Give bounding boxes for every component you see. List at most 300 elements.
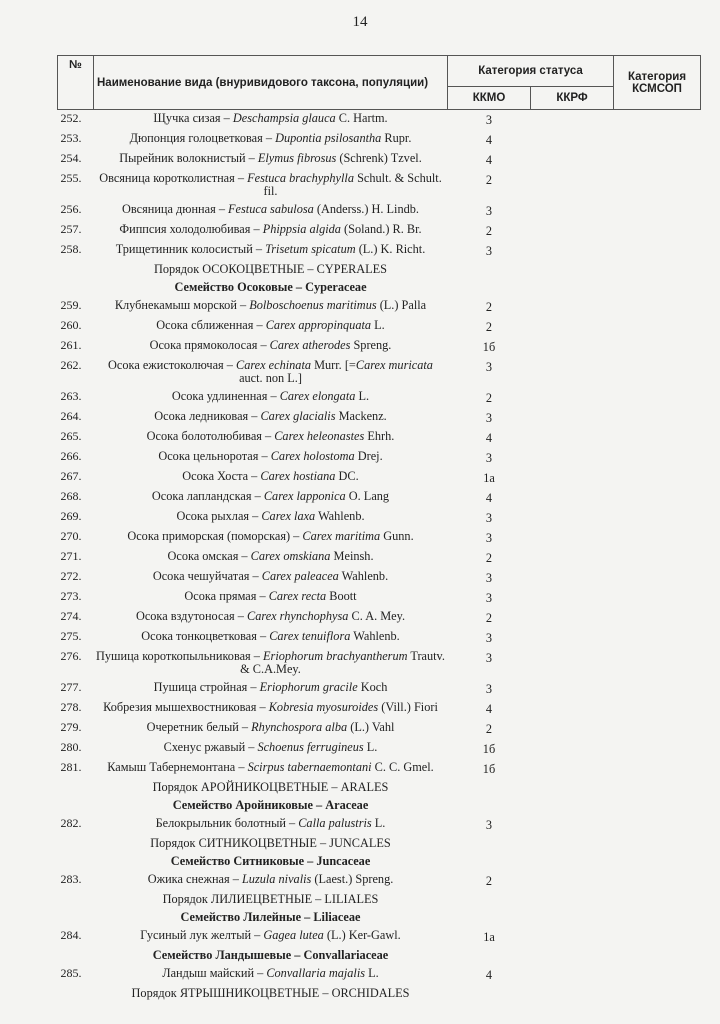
author: Wahlenb. xyxy=(353,629,400,643)
kkmo-value: 2 xyxy=(485,722,493,736)
row-number: 265. xyxy=(60,429,82,443)
russian-name: Осока вздутоносая xyxy=(135,609,235,623)
latin-name: Deschampsia glauca xyxy=(232,111,336,125)
latin-name: Carex tenuiflora xyxy=(269,629,351,643)
kkmo-value: 2 xyxy=(485,874,493,888)
kkmo-value: 3 xyxy=(485,571,493,585)
species-name: Фиппсия холодолюбивая – Phippsia algida (Soland.) R. Br. xyxy=(119,222,422,236)
author: Spreng. xyxy=(353,338,392,352)
kkmo-value: 4 xyxy=(485,491,493,505)
ksmsop-value xyxy=(614,408,701,428)
species-name: Осока тонкоцветковая – Carex tenuiflora Wahlenb. xyxy=(141,629,400,643)
russian-name: Белокрыльник болотный xyxy=(155,816,286,830)
latin-name: Festuca sabulosa xyxy=(228,202,314,216)
ksmsop-value xyxy=(614,739,701,759)
family-name: Семейство Лилейные – Liliaceae xyxy=(180,910,361,924)
kkmo-value: 3 xyxy=(485,511,493,525)
row-number: 285. xyxy=(60,966,82,980)
table-row xyxy=(58,221,701,241)
empty-cell xyxy=(531,909,614,927)
kkrf-value xyxy=(531,568,614,588)
kkmo-value: 3 xyxy=(485,818,493,832)
table-row xyxy=(58,568,701,588)
species-name: Осока сближенная – Carex appropinquata L. xyxy=(156,318,385,332)
species-name: Схенус ржавый – Schoenus ferrugineus L. xyxy=(163,740,378,754)
table-row xyxy=(58,927,701,947)
author: Murr. [= xyxy=(314,358,356,372)
latin-name: Rhynchospora alba xyxy=(251,720,348,734)
empty-cell xyxy=(58,261,94,279)
russian-name: Осока ледниковая xyxy=(154,409,249,423)
kkrf-value xyxy=(531,699,614,719)
kkmo-value: 1а xyxy=(483,471,495,485)
ksmsop-value xyxy=(614,337,701,357)
species-name: Ожика снежная – Luzula nivalis (Laest.) Spreng. xyxy=(147,872,394,886)
kkrf-value xyxy=(531,488,614,508)
species-name: Клубнекамыш морской – Bolboschoenus maritimus (L.) Palla xyxy=(114,298,427,312)
ksmsop-value xyxy=(614,201,701,221)
author: Ehrh. xyxy=(367,429,395,443)
ksmsop-value xyxy=(614,357,701,388)
empty-cell xyxy=(614,853,701,871)
empty-cell xyxy=(58,797,94,815)
latin-name: Kobresia myosuroides xyxy=(268,700,379,714)
author: (L.) Palla xyxy=(379,298,427,312)
table-row xyxy=(58,201,701,221)
author: Drej. xyxy=(357,449,383,463)
russian-name: Осока Хоста xyxy=(182,469,249,483)
ksmsop-value xyxy=(614,965,701,985)
ksmsop-value xyxy=(614,528,701,548)
kkmo-value: 1а xyxy=(483,930,495,944)
table-row xyxy=(58,871,701,891)
author: (L.) Vahl xyxy=(350,720,395,734)
row-number: 269. xyxy=(60,509,82,523)
header-status-category: Категория статуса xyxy=(448,56,614,87)
empty-cell xyxy=(448,985,531,1003)
row-number: 255. xyxy=(60,171,82,185)
latin-name: Carex maritima xyxy=(302,529,381,543)
russian-name: Осока сближенная xyxy=(156,318,254,332)
kkmo-value: 3 xyxy=(485,682,493,696)
author: L. xyxy=(374,318,385,332)
row-number: 270. xyxy=(60,529,82,543)
species-name: Щучка сизая – Deschampsia glauca C. Hartm. xyxy=(153,111,388,125)
row-number: 262. xyxy=(60,358,82,372)
row-number: 276. xyxy=(60,649,82,663)
row-number: 261. xyxy=(60,338,82,352)
empty-cell xyxy=(531,261,614,279)
empty-cell xyxy=(614,909,701,927)
species-name: Овсяница коротколистная – Festuca brachyphylla Schult. & Schult. fil. xyxy=(99,171,442,198)
latin-name: Schoenus ferrugineus xyxy=(257,740,364,754)
family-name: Семейство Аройниковые – Araceae xyxy=(172,798,369,812)
kkmo-value: 2 xyxy=(485,300,493,314)
kkmo-value: 2 xyxy=(485,320,493,334)
empty-cell xyxy=(448,779,531,797)
family-name: Семейство Ситниковые – Juncaceae xyxy=(170,854,371,868)
kkrf-value xyxy=(531,317,614,337)
table-row xyxy=(58,241,701,261)
table-row xyxy=(58,699,701,719)
order-name: Порядок ОСОКОЦВЕТНЫЕ – CYPERALES xyxy=(153,262,388,276)
ksmsop-value xyxy=(614,927,701,947)
row-number: 268. xyxy=(60,489,82,503)
author: L. xyxy=(368,966,379,980)
empty-cell xyxy=(614,985,701,1003)
author: (L.) K. Richt. xyxy=(358,242,426,256)
kkrf-value xyxy=(531,150,614,170)
russian-name: Кобрезия мышехвостниковая xyxy=(103,700,257,714)
page-number: 14 xyxy=(352,14,368,30)
kkmo-value: 3 xyxy=(485,651,493,665)
author: DC. xyxy=(338,469,359,483)
author: (Schrenk) Tzvel. xyxy=(339,151,422,165)
table-row xyxy=(58,297,701,317)
species-name: Пырейник волокнистый – Elymus fibrosus (Schrenk) Tzvel. xyxy=(119,151,422,165)
empty-cell xyxy=(614,779,701,797)
russian-name: Ландыш майский xyxy=(162,966,255,980)
species-name: Осока лапландская – Carex lapponica O. Lang xyxy=(151,489,390,503)
order-row xyxy=(58,891,701,909)
row-number: 280. xyxy=(60,740,82,754)
russian-name: Осока прямоколосая xyxy=(149,338,258,352)
row-number: 283. xyxy=(60,872,82,886)
russian-name: Овсяница коротколистная xyxy=(99,171,235,185)
ksmsop-value xyxy=(614,759,701,779)
table-row xyxy=(58,739,701,759)
table-row xyxy=(58,719,701,739)
empty-cell xyxy=(531,891,614,909)
empty-cell xyxy=(614,891,701,909)
author: Koch xyxy=(360,680,388,694)
latin-name: Gagea lutea xyxy=(263,928,324,942)
empty-cell xyxy=(614,947,701,965)
order-name: Порядок СИТНИКОЦВЕТНЫЕ – JUNCALES xyxy=(150,836,391,850)
kkmo-value: 3 xyxy=(485,411,493,425)
order-row xyxy=(58,835,701,853)
russian-name: Гусиный лук желтый xyxy=(140,928,252,942)
table-row xyxy=(58,488,701,508)
species-name: Осока ледниковая – Carex glacialis Mackenz. xyxy=(154,409,387,423)
table-row xyxy=(58,428,701,448)
row-number: 274. xyxy=(60,609,82,623)
table-row xyxy=(58,408,701,428)
empty-cell xyxy=(58,779,94,797)
family-row xyxy=(58,947,701,965)
latin-name: Carex holostoma xyxy=(270,449,355,463)
empty-cell xyxy=(531,853,614,871)
header-name: Наименование вида (внуривидового таксона, популяции) xyxy=(94,56,448,110)
family-name: Семейство Осоковые – Cyperaceae xyxy=(174,280,367,294)
species-name: Осока приморская (поморская) – Carex maritima Gunn. xyxy=(127,529,414,543)
latin-name: Carex glacialis xyxy=(260,409,336,423)
russian-name: Осока удлиненная xyxy=(171,389,268,403)
latin-name: Dupontia psilosantha xyxy=(275,131,382,145)
kkmo-value: 2 xyxy=(485,224,493,238)
table-row xyxy=(58,548,701,568)
species-name: Осока прямоколосая – Carex atherodes Spreng. xyxy=(149,338,392,352)
empty-cell xyxy=(448,909,531,927)
kkmo-value: 4 xyxy=(485,153,493,167)
empty-cell xyxy=(448,891,531,909)
latin-name: Convallaria majalis xyxy=(266,966,366,980)
latin-name: Phippsia algida xyxy=(262,222,341,236)
latin-synonym: Carex muricata xyxy=(355,358,433,372)
empty-cell xyxy=(614,797,701,815)
latin-name: Eriophorum brachyantherum xyxy=(263,649,408,663)
kkrf-value xyxy=(531,739,614,759)
row-number: 258. xyxy=(60,242,82,256)
russian-name: Ожика снежная xyxy=(147,872,230,886)
latin-name: Carex atherodes xyxy=(269,338,351,352)
author: L. xyxy=(366,740,378,754)
kkrf-value xyxy=(531,719,614,739)
author: (Anderss.) H. Lindb. xyxy=(316,202,419,216)
empty-cell xyxy=(614,261,701,279)
ksmsop-value xyxy=(614,428,701,448)
order-name: Порядок ЛИЛИЕЦВЕТНЫЕ – LILIALES xyxy=(162,892,379,906)
row-number: 252. xyxy=(60,111,82,125)
russian-name: Осока рыхлая xyxy=(176,509,250,523)
ksmsop-value xyxy=(614,699,701,719)
empty-cell xyxy=(531,779,614,797)
family-name: Семейство Ландышевые – Convallariaceae xyxy=(152,948,389,962)
species-name: Осока омская – Carex omskiana Meinsh. xyxy=(167,549,374,563)
kkrf-value xyxy=(531,110,614,131)
empty-cell xyxy=(448,835,531,853)
kkmo-value: 3 xyxy=(485,113,493,127)
table-row xyxy=(58,508,701,528)
author: C. Hartm. xyxy=(338,111,388,125)
order-row xyxy=(58,985,701,1003)
table-row xyxy=(58,628,701,648)
russian-name: Осока ежистоколючая xyxy=(108,358,224,372)
russian-name: Камыш Табернемонтана xyxy=(107,760,236,774)
empty-cell xyxy=(448,947,531,965)
kkrf-value xyxy=(531,448,614,468)
species-name: Осока вздутоносая – Carex rhynchophysa C. A. Mey. xyxy=(135,609,406,623)
author: L. xyxy=(374,816,386,830)
row-number: 281. xyxy=(60,760,82,774)
family-row xyxy=(58,797,701,815)
kkrf-value xyxy=(531,170,614,201)
synonym-author: auct. non L.] xyxy=(239,371,302,385)
order-row xyxy=(58,779,701,797)
ksmsop-value xyxy=(614,388,701,408)
kkmo-value: 3 xyxy=(485,591,493,605)
empty-cell xyxy=(614,835,701,853)
kkrf-value xyxy=(531,221,614,241)
row-number: 273. xyxy=(60,589,82,603)
row-number: 263. xyxy=(60,389,82,403)
row-number: 267. xyxy=(60,469,82,483)
kkmo-value: 4 xyxy=(485,431,493,445)
row-number: 253. xyxy=(60,131,82,145)
kkrf-value xyxy=(531,528,614,548)
russian-name: Осока чешуйчатая xyxy=(152,569,250,583)
author: C. A. Mey. xyxy=(351,609,406,623)
species-name: Осока прямая – Carex recta Boott xyxy=(184,589,357,603)
ksmsop-value xyxy=(614,297,701,317)
row-number: 256. xyxy=(60,202,82,216)
kkrf-value xyxy=(531,608,614,628)
kkrf-value xyxy=(531,628,614,648)
kkrf-value xyxy=(531,648,614,679)
latin-name: Calla palustris xyxy=(298,816,372,830)
latin-name: Carex echinata xyxy=(236,358,312,372)
author: Rupr. xyxy=(384,131,412,145)
species-name: Пушица стройная – Eriophorum gracile Koch xyxy=(153,680,388,694)
row-number: 264. xyxy=(60,409,82,423)
latin-name: Carex rhynchophysa xyxy=(247,609,349,623)
kkrf-value xyxy=(531,241,614,261)
row-number: 271. xyxy=(60,549,82,563)
row-number: 257. xyxy=(60,222,82,236)
kkmo-value: 2 xyxy=(485,551,493,565)
author: L. xyxy=(358,389,370,403)
author: (Laest.) Spreng. xyxy=(314,872,394,886)
latin-name: Bolboschoenus maritimus xyxy=(249,298,377,312)
latin-name: Elymus fibrosus xyxy=(257,151,337,165)
empty-cell xyxy=(531,797,614,815)
latin-name: Carex hostiana xyxy=(260,469,336,483)
ksmsop-value xyxy=(614,548,701,568)
kkmo-value: 2 xyxy=(485,391,493,405)
family-row xyxy=(58,853,701,871)
empty-cell xyxy=(58,853,94,871)
ksmsop-value xyxy=(614,317,701,337)
species-name: Осока рыхлая – Carex laxa Wahlenb. xyxy=(176,509,365,523)
ksmsop-value xyxy=(614,815,701,835)
empty-cell xyxy=(58,947,94,965)
latin-name: Carex omskiana xyxy=(250,549,331,563)
row-number: 260. xyxy=(60,318,82,332)
ksmsop-value xyxy=(614,871,701,891)
russian-name: Осока цельноротая xyxy=(158,449,259,463)
ksmsop-value xyxy=(614,170,701,201)
species-name: Камыш Табернемонтана – Scirpus tabernaemontani C. C. Gmel. xyxy=(107,760,434,774)
kkrf-value xyxy=(531,679,614,699)
ksmsop-value xyxy=(614,608,701,628)
header-kkrf: ККРФ xyxy=(531,87,614,110)
kkrf-value xyxy=(531,428,614,448)
author: Wahlenb. xyxy=(341,569,389,583)
species-name: Осока цельноротая – Carex holostoma Drej. xyxy=(158,449,383,463)
empty-cell xyxy=(448,261,531,279)
latin-name: Carex laxa xyxy=(261,509,316,523)
kkmo-value: 4 xyxy=(485,968,493,982)
species-name: Осока чешуйчатая – Carex paleacea Wahlenb. xyxy=(152,569,389,583)
table-row xyxy=(58,150,701,170)
table-row xyxy=(58,759,701,779)
table-row xyxy=(58,317,701,337)
row-number: 266. xyxy=(60,449,82,463)
kkmo-value: 3 xyxy=(485,631,493,645)
kkrf-value xyxy=(531,588,614,608)
kkmo-value: 3 xyxy=(485,451,493,465)
russian-name: Пырейник волокнистый xyxy=(119,151,246,165)
row-number: 277. xyxy=(60,680,82,694)
kkrf-value xyxy=(531,468,614,488)
latin-name: Carex recta xyxy=(268,589,327,603)
ksmsop-value xyxy=(614,648,701,679)
ksmsop-value xyxy=(614,588,701,608)
latin-name: Eriophorum gracile xyxy=(259,680,358,694)
ksmsop-value xyxy=(614,679,701,699)
kkmo-value: 4 xyxy=(485,133,493,147)
latin-name: Carex heleonastes xyxy=(274,429,365,443)
russian-name: Фиппсия холодолюбивая xyxy=(119,222,251,236)
kkrf-value xyxy=(531,357,614,388)
russian-name: Осока болотолюбивая xyxy=(146,429,262,443)
row-number: 279. xyxy=(60,720,82,734)
kkrf-value xyxy=(531,548,614,568)
author: Wahlenb. xyxy=(318,509,365,523)
kkrf-value xyxy=(531,871,614,891)
kkmo-value: 3 xyxy=(485,204,493,218)
table-row xyxy=(58,130,701,150)
species-name: Осока болотолюбивая – Carex heleonastes Ehrh. xyxy=(146,429,395,443)
header-num: № xyxy=(58,56,94,110)
table-row xyxy=(58,679,701,699)
author: Trautv. & C.A.Mey. xyxy=(240,649,445,676)
species-name: Осока Хоста – Carex hostiana DC. xyxy=(182,469,359,483)
table-row xyxy=(58,170,701,201)
kkrf-value xyxy=(531,337,614,357)
empty-cell xyxy=(531,947,614,965)
kkmo-value: 1б xyxy=(482,762,496,776)
empty-cell xyxy=(58,985,94,1003)
kkrf-value xyxy=(531,388,614,408)
ksmsop-value xyxy=(614,130,701,150)
row-number: 282. xyxy=(60,816,82,830)
kkmo-value: 3 xyxy=(485,360,493,374)
latin-name: Carex paleacea xyxy=(261,569,339,583)
species-name: Гусиный лук желтый – Gagea lutea (L.) Ker-Gawl. xyxy=(140,928,401,942)
latin-name: Carex lapponica xyxy=(263,489,346,503)
latin-name: Scirpus tabernaemontani xyxy=(247,760,372,774)
species-name: Очеретник белый – Rhynchospora alba (L.) Vahl xyxy=(146,720,395,734)
ksmsop-value xyxy=(614,628,701,648)
russian-name: Пушица короткопыльниковая xyxy=(96,649,251,663)
russian-name: Пушица стройная xyxy=(153,680,248,694)
russian-name: Клубнекамыш морской xyxy=(114,298,237,312)
species-name: Кобрезия мышехвостниковая – Kobresia myosuroides (Vill.) Fiori xyxy=(103,700,438,714)
latin-name: Trisetum spicatum xyxy=(265,242,356,256)
author: (L.) Ker-Gawl. xyxy=(326,928,401,942)
empty-cell xyxy=(531,279,614,297)
russian-name: Осока прямая xyxy=(184,589,257,603)
species-name: Ландыш майский – Convallaria majalis L. xyxy=(162,966,379,980)
table-row xyxy=(58,357,701,388)
table-row xyxy=(58,110,701,131)
kkmo-value: 4 xyxy=(485,702,493,716)
order-row xyxy=(58,261,701,279)
russian-name: Трищетинник колосистый xyxy=(115,242,253,256)
latin-name: Festuca brachyphylla xyxy=(247,171,354,185)
empty-cell xyxy=(58,909,94,927)
russian-name: Осока тонкоцветковая xyxy=(141,629,257,643)
row-number: 275. xyxy=(60,629,82,643)
header-kkmo: ККМО xyxy=(448,87,531,110)
ksmsop-value xyxy=(614,568,701,588)
kkmo-value: 3 xyxy=(485,244,493,258)
empty-cell xyxy=(58,835,94,853)
empty-cell xyxy=(614,279,701,297)
table-row xyxy=(58,608,701,628)
empty-cell xyxy=(58,891,94,909)
